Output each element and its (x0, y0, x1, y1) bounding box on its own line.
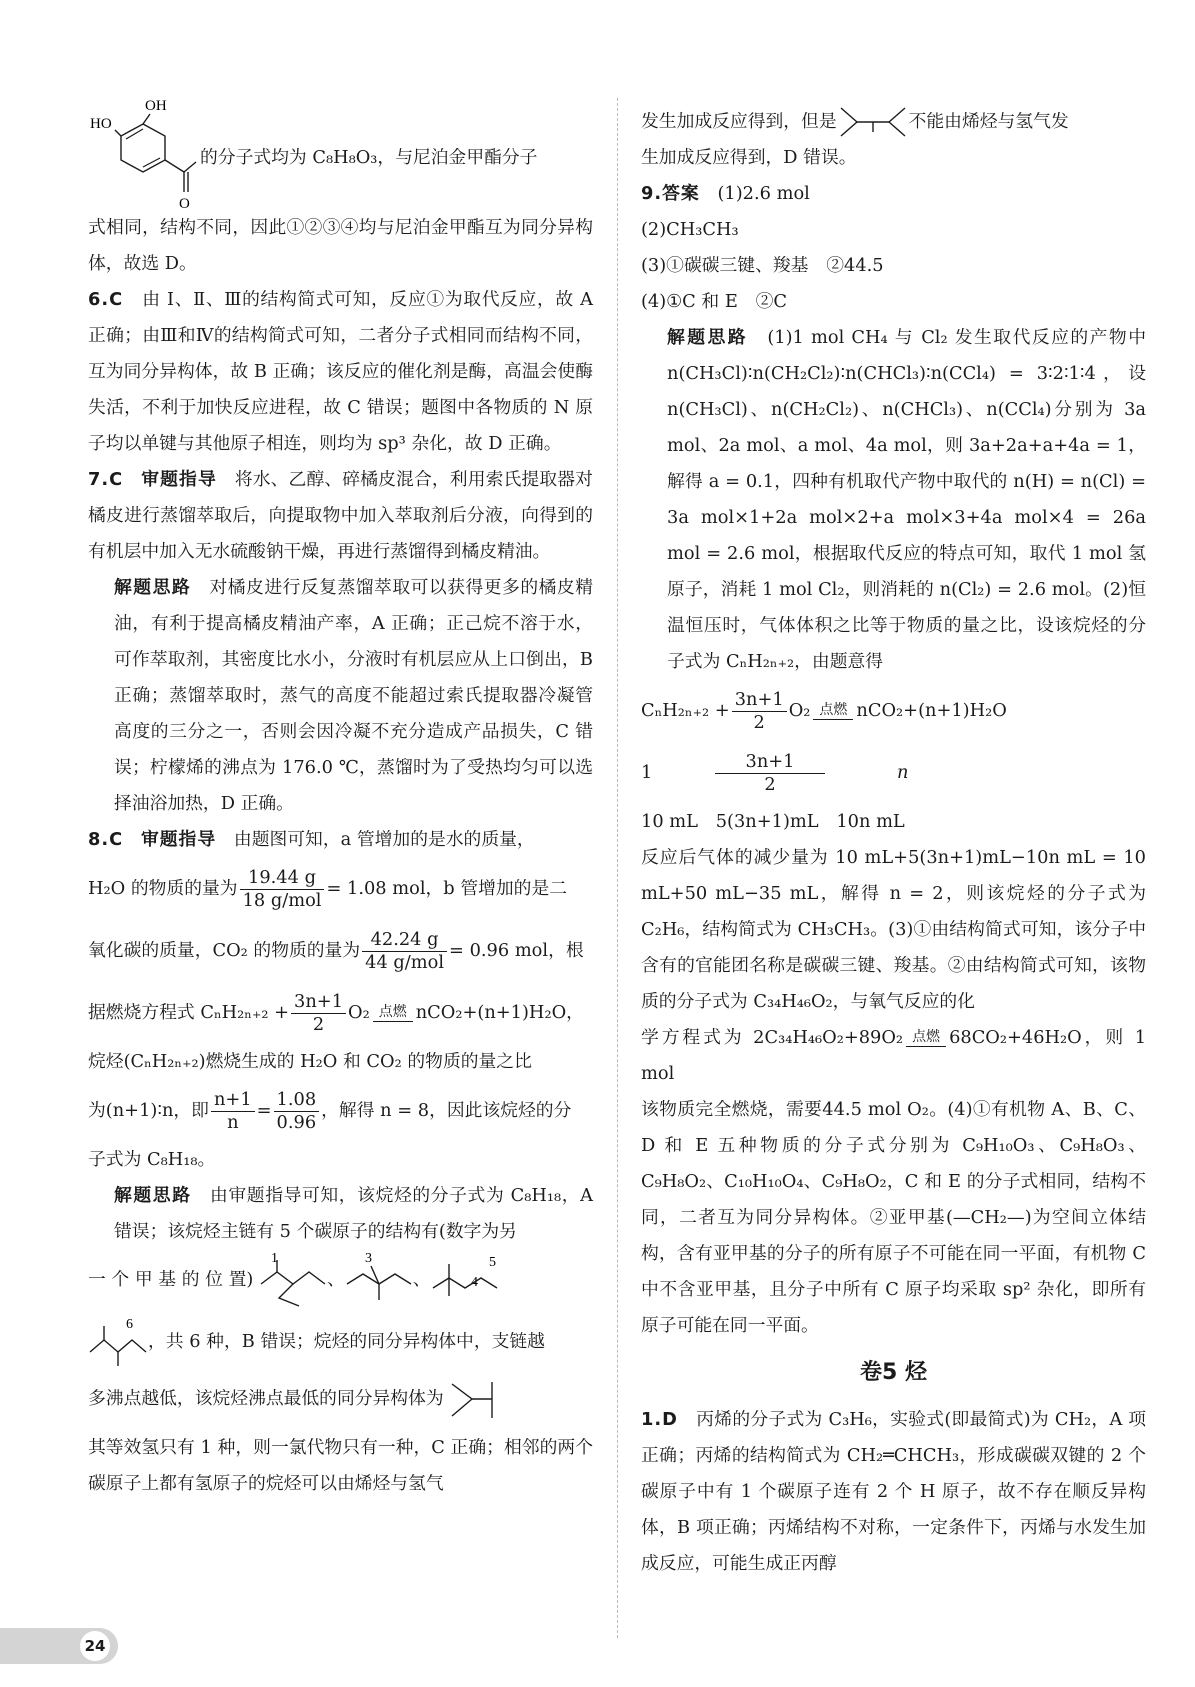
q8-h2o-line (88, 858, 593, 920)
q8-solve-eq: = (256, 1100, 272, 1121)
q9-eq-left: CₙH₂ₙ₊₂ + (641, 700, 730, 721)
q8-formula-line: 子式为 C₈H₁₈。 (88, 1149, 216, 1170)
q8-co2-num: 42.24 g (362, 929, 447, 951)
isomer-label-4: 4 (470, 1275, 478, 1290)
q8-eq-o2: O₂ (348, 1002, 370, 1023)
molecule-caption: 的分子式均为 C₈H₈O₃，与尼泊金甲酯分子 (200, 147, 538, 168)
left-column (88, 96, 593, 1502)
q8-idea-label: 解题思路 (114, 1185, 192, 1206)
isomer-label-6: 6 (126, 1317, 133, 1332)
section-title: 卷5 烃 (860, 1360, 927, 1385)
q9-eq-right: nCO₂+(n+1)H₂O (856, 700, 1007, 721)
q9-ceq-arrow (906, 1030, 946, 1047)
q9-a2: (2)CH₃CH₃ (641, 219, 739, 240)
page-number-tab (0, 1628, 118, 1664)
q8-co2-b: = 0.96 mol，根 (449, 940, 584, 961)
q9-eq-o2: O₂ (788, 700, 811, 721)
q8-h2o-fraction (240, 867, 325, 911)
q8-guide-label: 审题指导 (140, 829, 217, 850)
q8-eq-num: 3n+1 (291, 991, 346, 1013)
q9-ceq-arrow-label: 点燃 (906, 1030, 946, 1047)
q8-isomer-row-1 (88, 1250, 593, 1312)
ratio-den: 2 (764, 773, 776, 795)
q8-boil-row (88, 1374, 593, 1430)
q8-h2o-den: 18 g/mol (242, 889, 322, 911)
q6-text: 由 Ⅰ、Ⅱ、Ⅲ的结构简式可知，反应①为取代反应，故 A 正确；由Ⅲ和Ⅳ的结构简式可知，二者分子式相同而结构不同，互为同分异构体，故 B 正确；该反应的催化剂是酶，高温会使酶失活，不利于加快反应进程，故 C 错误；题图中各物质的 N 原子均以单键与其他原子相连，则均为 sp³ 杂化，故 D 正确。 (88, 289, 593, 454)
q8-solve-den1: n (227, 1111, 239, 1133)
q8-guide-text: 由题图可知，a 管增加的是水的质量， (233, 829, 535, 850)
q8-co2-line (88, 920, 593, 982)
q8-six-text: ，共 6 种，B 错误；烷烃的同分异构体中，支链越 (148, 1331, 545, 1352)
isomer-structure-2 (345, 1250, 413, 1310)
q7-guide-label: 审题指导 (141, 469, 217, 490)
q8-isomer-row-2 (88, 1312, 593, 1374)
q8-equation-line (88, 982, 593, 1044)
page-number: 24 (80, 1631, 110, 1661)
s1-label: 1.D (641, 1409, 678, 1430)
q8-end-text: 其等效氢只有 1 种，则一氯代物只有一种，C 正确；相邻的两个碳原子上都有氢原子的烷烃可以由烯烃与氢气 (88, 1437, 593, 1494)
q9-answer (641, 176, 1146, 212)
q8-eq-a: 据燃烧方程式 CₙH₂ₙ₊₂ + (88, 1002, 290, 1023)
q9-combustion-eq (641, 1020, 1146, 1092)
q9-ignite-arrow (813, 703, 853, 720)
q8-h2o-num: 19.44 g (240, 867, 325, 889)
q8-solve-line (88, 1080, 593, 1142)
q9-a1: (1)2.6 mol (717, 183, 810, 204)
question-8-guide (88, 822, 593, 858)
q9-end: 该物质完全燃烧，需要44.5 mol O₂。(4)①有机物 A、B、C、D 和 E 五种物质的分子式分别为 C₉H₁₀O₃、C₉H₈O₃、C₉H₈O₂、C₁₀H₁₀O₄、C₉H₈O₂，C 和 E 的分子式相同，结构不同，二者互为同分异构体。②亚甲基(—CH₂—)为空间立体结构，含有亚甲基的分子的所有原子不可能在同一平面，有机物 C 中不含亚甲基，且分子中所有 C 原子均采取 sp² 杂化，即所有原子可能在同一平面。 (641, 1099, 1146, 1336)
q8-solve-fraction-2 (274, 1089, 320, 1133)
q9-a4: (4)①C 和 E ②C (641, 291, 787, 312)
q9-volume-row: 10 mL 5(3n+1)mL 10n mL (641, 811, 905, 832)
question-8-idea (88, 1178, 593, 1250)
ratio-n: n (897, 762, 909, 783)
q7-idea-label: 解题思路 (114, 577, 192, 598)
catechol-aldehyde-structure (88, 96, 198, 210)
q9-idea-text: (1)1 mol CH₄ 与 Cl₂ 发生取代反应的产物中 n(CH₃Cl)∶n(CH₂Cl₂)∶n(CHCl₃)∶n(CCl₄) = 3∶2∶1∶4，设 n(CH₃Cl)、n(CH₂Cl₂)、n(CHCl₃)、n(CCl₄)分别为 3a mol、2a mol、a mol、4a mol，则 3a+2a+a+4a = 1，解得 a = 0.1，四种有机取代产物中取代的 n(H) = n(Cl) = 3a mol×1+2a mol×2+a mol×3+4a mol×4 = 26a mol = 2.6 mol，根据取代反应的特点可知，取代 1 mol 氢原子，消耗 1 mol Cl₂，则消耗的 n(Cl₂) = 2.6 mol。(2)恒温恒压时，气体体积之比等于物质的量之比，设该烷烃的分子式为 CₙH₂ₙ₊₂，由题意得 (667, 327, 1146, 672)
q8-eq-den: 2 (312, 1013, 325, 1035)
q8-methyl-text: 一 个 甲 基 的 位 置) (88, 1269, 254, 1290)
q8-co2-den: 44 g/mol (365, 951, 445, 973)
q8-h2o-a: H₂O 的物质的量为 (88, 878, 238, 899)
isomer-label-5: 5 (488, 1255, 496, 1270)
column-divider (617, 98, 618, 1638)
q9-equation (641, 680, 1146, 742)
q9-eq-num: 3n+1 (732, 689, 787, 711)
q8-co2-fraction (362, 929, 447, 973)
isomer-sep-2: 、 (412, 1269, 431, 1290)
mol-label-oh: OH (145, 98, 167, 114)
isomer-structure-3 (431, 1250, 511, 1310)
q8-idea-text: 由审题指导可知，该烷烃的分子式为 C₈H₁₈，A 错误；该烷烃主链有 5 个碳原子的结构有(数字为另 (114, 1185, 593, 1242)
right-column (641, 96, 1146, 1582)
molecule-block (88, 96, 593, 210)
q8-h2o-b: = 1.08 mol，b 管增加的是二 (326, 878, 568, 899)
q7-guide-text: 将水、乙醇、碎橘皮混合，利用索氏提取器对橘皮进行蒸馏萃取后，向提取物中加入萃取剂后分液，向得到的有机层中加入无水硫酸钠干燥，再进行蒸馏得到橘皮精油。 (88, 469, 593, 562)
q9-ratio-row (641, 742, 1146, 804)
mol-label-o: O (179, 196, 190, 210)
mol-label-ho: HO (90, 116, 112, 132)
q9-idea-label: 解题思路 (667, 327, 749, 348)
isomer-structure-1 (259, 1250, 327, 1310)
question-6 (88, 282, 593, 462)
r1-line (641, 104, 1146, 140)
question-7-idea (88, 570, 593, 822)
q8-ratio-line: 烷烃(CₙH₂ₙ₊₂)燃烧生成的 H₂O 和 CO₂ 的物质的量之比 (88, 1051, 532, 1072)
question-7-guide (88, 462, 593, 570)
r1-a: 发生加成反应得到，但是 (641, 111, 837, 132)
q7-idea-text: 对橘皮进行反复蒸馏萃取可以获得更多的橘皮精油，有利于提高橘皮精油产率，A 正确；正己烷不溶于水，可作萃取剂，其密度比水小，分液时有机层应从上口倒出，B 正确；蒸馏萃取时，蒸气的高度不能超过索氏提取器冷凝管高度的三分之一，否则会因冷凝不充分造成产品损失，C 错误；柠檬烯的沸点为 176.0 ℃，蒸馏时为了受热均匀可以选择油浴加热，D 正确。 (114, 577, 593, 814)
isomer-structure-lowest (444, 1374, 500, 1424)
q9-idea (641, 320, 1146, 680)
q8-solve-den2: 0.96 (276, 1111, 317, 1133)
q6-label: 6.C (88, 289, 124, 310)
q8-solve-fraction-1 (211, 1089, 255, 1133)
isomer-label-1: 1 (270, 1251, 278, 1266)
r1-b: 不能由烯烃与氢气发 (908, 111, 1069, 132)
q8-solve-num2: 1.08 (274, 1089, 320, 1111)
q8-ignite-label: 点燃 (373, 1005, 413, 1022)
left-paragraph-2: 式相同，结构不同，因此①②③④均与尼泊金甲酯互为同分异构体，故选 D。 (88, 217, 593, 274)
isomer-structure-4 (88, 1312, 148, 1372)
q8-eq-b: nCO₂+(n+1)H₂O， (415, 1002, 584, 1023)
q8-solve-num1: n+1 (211, 1089, 255, 1111)
ratio-one: 1 (641, 762, 653, 783)
q8-boil-text: 多沸点越低，该烷烃沸点最低的同分异构体为 (88, 1388, 444, 1409)
isomer-label-3: 3 (364, 1251, 372, 1266)
q7-label: 7.C (88, 469, 124, 490)
q8-eq-fraction (291, 991, 346, 1035)
q8-solve-a: 为(n+1)∶n，即 (88, 1100, 209, 1121)
q8-co2-a: 氧化碳的质量，CO₂ 的物质的量为 (88, 940, 361, 961)
isomer-sep-1: 、 (326, 1269, 345, 1290)
r2-line: 生加成反应得到，D 错误。 (641, 147, 857, 168)
ratio-fraction (715, 751, 825, 795)
q9-ignite-label: 点燃 (813, 703, 853, 720)
s1-question (641, 1402, 1146, 1582)
tetramethylbutane-structure (837, 104, 909, 140)
q9-a3: (3)①碳碳三键、羧基 ②44.5 (641, 255, 884, 276)
q9-eq-den: 2 (753, 711, 765, 733)
q8-solve-b: ，解得 n = 8，因此该烷烃的分 (321, 1100, 572, 1121)
q9-eq-fraction (732, 689, 787, 733)
q9-ceq-b: 68CO₂+46H₂O，则 1 mol (641, 1027, 1147, 1084)
q8-label: 8.C (88, 829, 124, 850)
q9-continued: 反应后气体的减少量为 10 mL+5(3n+1)mL−10n mL = 10 mL+50 mL−35 mL，解得 n = 2，则该烷烃的分子式为 C₂H₆，结构简式为 CH₃CH₃。(3)①由结构简式可知，该分子中含有的官能团名称是碳碳三键、羧基。②由结构简式可知，该物质的分子式为 C₃₄H₄₆O₂，与氧气反应的化 (641, 847, 1146, 1012)
q9-ceq-a: 学方程式为 2C₃₄H₄₆O₂+89O₂ (641, 1027, 904, 1048)
q8-ignite-arrow (373, 1005, 413, 1022)
ratio-num: 3n+1 (715, 751, 825, 773)
q9-label: 9.答案 (641, 183, 700, 204)
s1-text: 丙烯的分子式为 C₃H₆，实验式(即最简式)为 CH₂，A 项正确；丙烯的结构简式为 CH₂═CHCH₃，形成碳碳双键的 2 个碳原子中有 1 个碳原子连有 2 个 H 原子，故不存在顺反异构体，B 项正确；丙烯结构不对称，一定条件下，丙烯与水发生加成反应，可能生成正丙醇 (641, 1409, 1146, 1574)
